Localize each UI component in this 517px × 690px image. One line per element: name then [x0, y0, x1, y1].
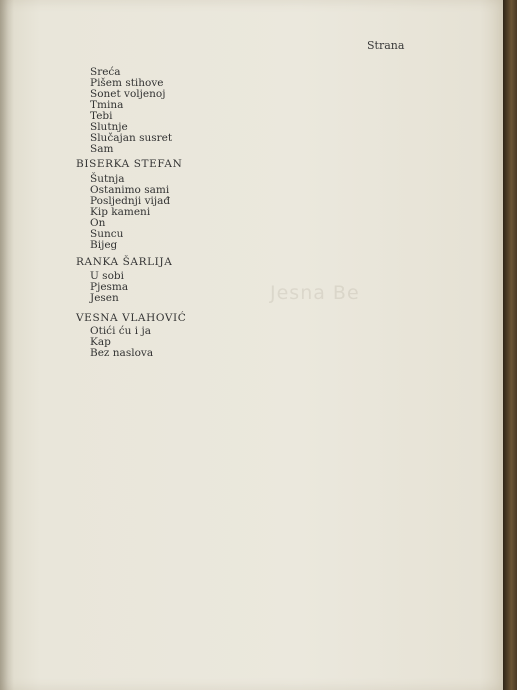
toc-title: Šutnja: [90, 173, 125, 185]
book-edge: [503, 0, 517, 690]
toc-title: Bez naslova: [90, 347, 154, 359]
toc-title: Suncu: [90, 228, 124, 240]
toc-title: Otići ću i ja: [90, 325, 151, 337]
toc-title: Slučajan susret: [90, 132, 173, 144]
toc-title: Posljednji vijađ: [90, 195, 171, 207]
toc-title: Tebi: [90, 110, 113, 122]
author-heading: RANKA ŠARLIJA: [76, 256, 173, 268]
toc-title: Ostanimo sami: [90, 184, 170, 196]
toc-title: Sam: [90, 143, 114, 155]
toc-title: Sonet voljenoj: [90, 88, 166, 100]
author-heading: BISERKA STEFAN: [76, 158, 183, 170]
toc-title: Sreća: [90, 66, 121, 78]
toc-title: Jesen: [90, 292, 119, 304]
toc-title: Bijeg: [90, 239, 118, 251]
author-heading: VESNA VLAHOVIĆ: [76, 312, 187, 324]
toc-title: Kap: [90, 336, 111, 348]
page-column-header: Strana: [367, 39, 405, 52]
toc-title: Tmina: [90, 99, 124, 111]
toc-title: Pjesma: [90, 281, 129, 293]
toc-title: Kip kameni: [90, 206, 151, 218]
toc-title: On: [90, 217, 106, 229]
show-through-text: Jesna Be: [270, 282, 360, 304]
toc-title: Slutnje: [90, 121, 128, 133]
toc-title: U sobi: [90, 270, 124, 282]
toc-title: Pišem stihove: [90, 77, 164, 89]
page-fold-shadow: [0, 0, 14, 690]
